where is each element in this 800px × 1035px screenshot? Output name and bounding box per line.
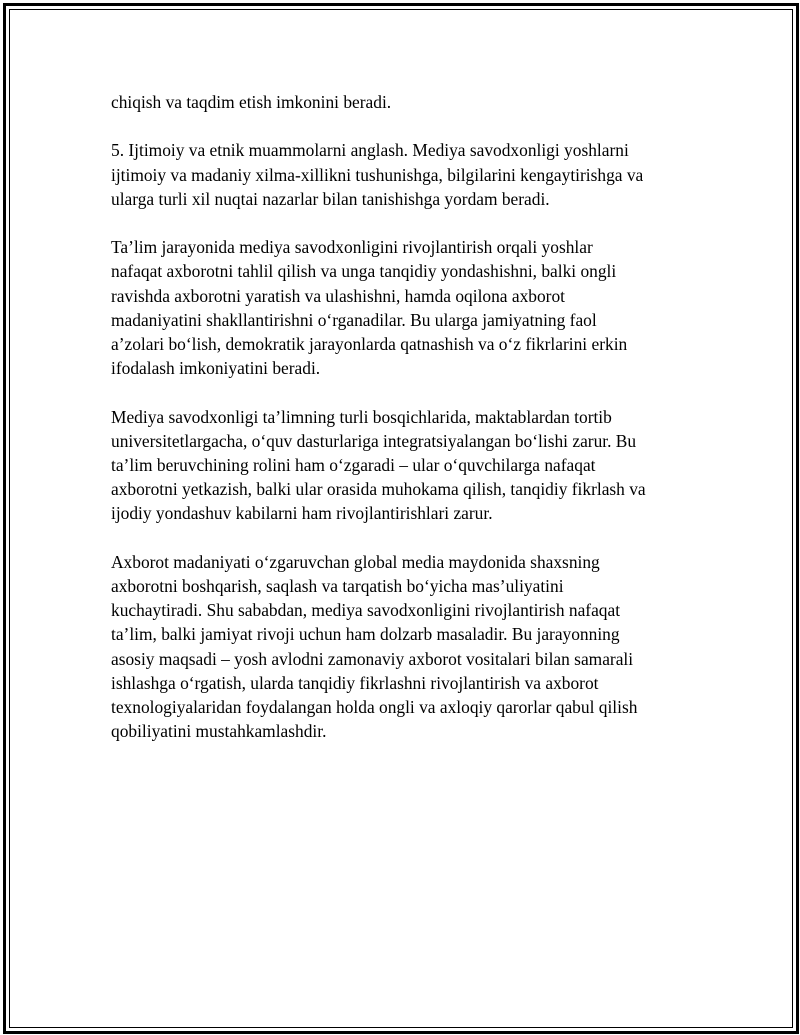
text-line: universitetlargacha, o‘quv dasturlariga integratsiyalangan bo‘lishi zarur. Bu (111, 430, 637, 451)
text-line: ravishda axborotni yaratish va ulashishni, hamda oqilona axborot (111, 285, 565, 306)
text-line: ta’lim beruvchining rolini ham o‘zgaradi – ular o‘quvchilarga nafaqat (111, 455, 596, 475)
text-line: ta’lim, balki jamiyat rivoji uchun ham dolzarb masaladir. Bu jarayonning (111, 624, 620, 645)
paragraph-social-ethnic-issues (111, 138, 691, 211)
text-line: qobiliyatini mustahkamlashdir. (111, 721, 327, 742)
text-line: ishlashga o‘rgatish, ularda tanqidiy fikrlashni rivojlantirish va axborot (111, 672, 599, 693)
text-line: ifodalash imkoniyatini beradi. (111, 358, 321, 379)
text-line: madaniyatini shakllantirishni o‘rganadilar. Bu ularga jamiyatning faol (111, 309, 597, 330)
text-line: texnologiyalaridan foydalangan holda ongli va axloqiy qarorlar qabul qilish (111, 697, 638, 718)
text-line: ijodiy yondashuv kabilarni ham rivojlantirishlari zarur. (111, 503, 493, 524)
text-line: ijtimoiy va madaniy xilma-xillikni tushunishga, bilgilarini kengaytirishga va (111, 164, 644, 185)
text-line: a’zolari bo‘lish, demokratik jarayonlarda qatnashish va o‘z fikrlarini erkin (111, 334, 628, 354)
text-line: kuchaytiradi. Shu sababdan, mediya savodxonligini rivojlantirish nafaqat (111, 600, 621, 621)
text-line: Mediya savodxonligi ta’limning turli bosqichlarida, maktablardan tortib (111, 406, 612, 427)
text-line: 5. Ijtimoiy va etnik muammolarni anglash. Mediya savodxonligi yoshlarni (111, 140, 629, 161)
paragraph-education-process (111, 235, 691, 380)
text-line: ularga turli xil nuqtai nazarlar bilan tanishishga yordam beradi. (111, 188, 550, 209)
paragraph-continuation (111, 90, 691, 114)
paragraph-education-stages (111, 405, 691, 526)
text-line: axborotni boshqarish, saqlash va tarqatish bo‘yicha mas’uliyatini (111, 576, 564, 596)
document-body (111, 90, 691, 768)
text-line: axborotni yetkazish, balki ular orasida muhokama qilish, tanqidiy fikrlash va (111, 479, 646, 500)
text-line: Ta’lim jarayonida mediya savodxonligini rivojlantirish orqali yoshlar (111, 237, 593, 258)
paragraph-information-culture (111, 550, 691, 744)
text-line: asosiy maqsadi – yosh avlodni zamonaviy axborot vositalari bilan samarali (111, 648, 634, 669)
text-line: nafaqat axborotni tahlil qilish va unga tanqidiy yondashishni, balki ongli (111, 261, 617, 282)
text-line: chiqish va taqdim etish imkonini beradi. (111, 92, 392, 112)
text-line: Axborot madaniyati o‘zgaruvchan global media maydonida shaxsning (111, 551, 600, 572)
